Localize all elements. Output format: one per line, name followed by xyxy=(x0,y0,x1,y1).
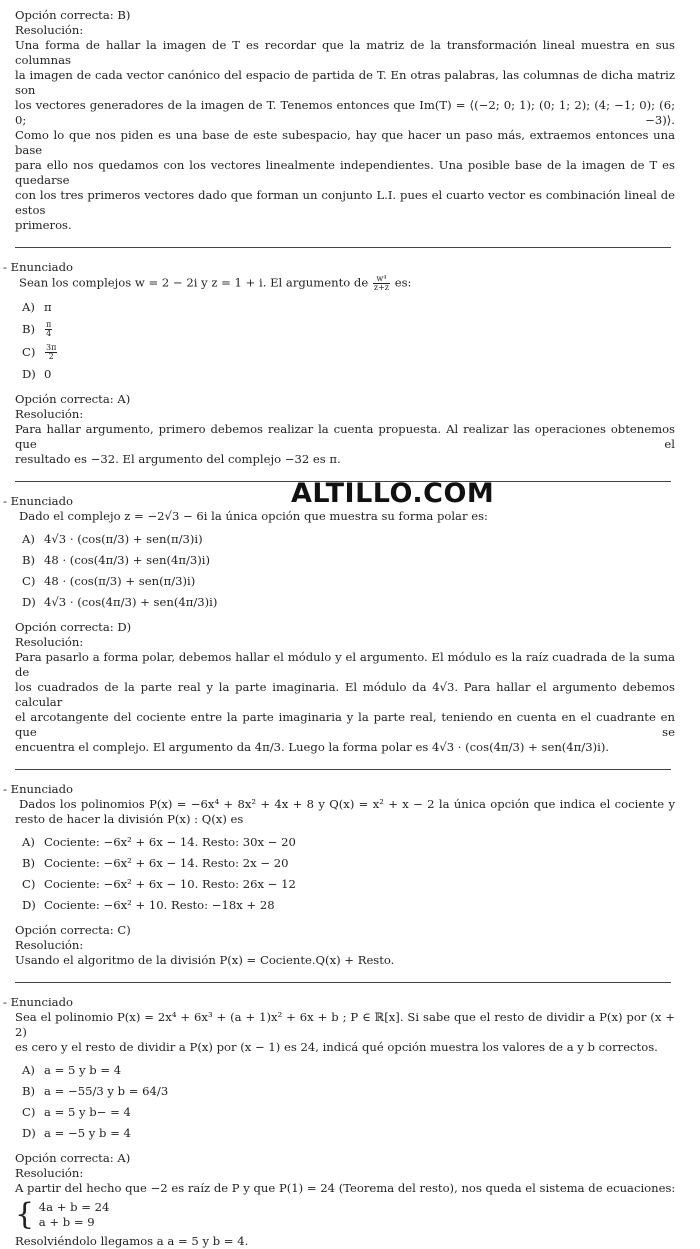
option-text: 48 · (cos(4π/3) + sen(4π/3)i) xyxy=(44,553,210,567)
text-line: con los tres primeros vectores dado que forman un conjunto L.I. pues el cuarto vector es combinación lineal de estos xyxy=(15,188,675,217)
text-line: los vectores generadores de la imagen de T. Tenemos entonces que Im(T) = ⟨(−2; 0; 1); (0; 1; 2); (4; −1; 0); (6; 0; −3)⟩. xyxy=(15,98,675,127)
text-line: Para hallar argumento, primero debemos realizar la cuenta propuesta. Al realizar las operaciones obtenemos que el xyxy=(15,422,675,451)
fraction-numerator: w⁴ xyxy=(373,275,390,284)
equation-system xyxy=(15,1197,675,1232)
option-label: D) xyxy=(22,1126,36,1140)
resolution-label: Resolución: xyxy=(15,407,84,421)
option-text: 0 xyxy=(44,367,52,381)
equation: a + b = 9 xyxy=(38,1215,95,1229)
option-label: B) xyxy=(22,1084,36,1098)
option-label: A) xyxy=(22,300,35,314)
question-statement: es cero y el resto de dividir a P(x) por (x − 1) es 24, indicá qué opción muestra los valores de a y b correctos. xyxy=(15,1040,658,1054)
fraction xyxy=(45,321,52,338)
option-c xyxy=(22,1105,675,1120)
fraction-denominator: 4 xyxy=(46,329,52,338)
option-label: A) xyxy=(22,835,35,849)
option-text: Cociente: −6x² + 6x − 14. Resto: 2x − 20 xyxy=(44,856,289,870)
fraction xyxy=(45,344,57,361)
correct-option: Opción correcta: A) xyxy=(15,392,131,406)
option-text: Cociente: −6x² + 6x − 10. Resto: 26x − 12 xyxy=(44,877,296,891)
separator xyxy=(15,481,671,482)
text-line: Una forma de hallar la imagen de T es recordar que la matriz de la transformación lineal muestra en sus columnas xyxy=(15,38,675,67)
options-list xyxy=(22,835,675,913)
separator xyxy=(15,769,671,770)
text-line: A partir del hecho que −2 es raíz de P y que P(1) = 24 (Teorema del resto), nos queda el sistema de ecuaciones: xyxy=(15,1181,676,1195)
option-label: C) xyxy=(22,574,36,588)
text-line: Para pasarlo a forma polar, debemos hallar el módulo y el argumento. El módulo es la raíz cuadrada de la suma de xyxy=(15,650,675,679)
correct-option: Opción correcta: C) xyxy=(15,923,131,937)
text-line: la imagen de cada vector canónico del espacio de partida de T. En otras palabras, las columnas de dicha matriz son xyxy=(15,68,675,97)
option-text: 4√3 · (cos(π/3) + sen(π/3)i) xyxy=(44,532,203,546)
option-label: D) xyxy=(22,595,36,609)
system-equations xyxy=(39,1200,110,1230)
option-text: a = −55/3 y b = 64/3 xyxy=(44,1084,169,1098)
option-text: 48 · (cos(π/3) + sen(π/3)i) xyxy=(44,574,196,588)
fraction xyxy=(373,275,390,292)
correct-option: Opción correcta: B) xyxy=(15,8,131,22)
brace-symbol: { xyxy=(15,1197,35,1232)
question-heading: - Enunciado xyxy=(3,260,73,274)
document-page xyxy=(3,8,676,1249)
options-list xyxy=(22,1063,675,1141)
option-text: a = 5 y b− = 4 xyxy=(44,1105,131,1119)
correct-option: Opción correcta: A) xyxy=(15,1151,131,1165)
correct-option: Opción correcta: D) xyxy=(15,620,132,634)
text-line: para ello nos quedamos con los vectores linealmente independientes. Una posible base de la imagen de T es quedarse xyxy=(15,158,675,187)
resolution-label: Resolución: xyxy=(15,23,84,37)
option-label: B) xyxy=(22,856,36,870)
option-text: 4√3 · (cos(4π/3) + sen(4π/3)i) xyxy=(44,595,218,609)
option-text: a = 5 y b = 4 xyxy=(44,1063,122,1077)
option-label: C) xyxy=(22,344,36,359)
option-text: π xyxy=(44,300,52,314)
resolution-label: Resolución: xyxy=(15,1166,84,1180)
question-statement: resto de hacer la división P(x) : Q(x) es xyxy=(15,812,244,826)
text-line: Resolviéndolo llegamos a a = 5 y b = 4. xyxy=(15,1234,249,1248)
option-label: A) xyxy=(22,1063,35,1077)
option-c xyxy=(22,877,675,892)
option-d xyxy=(22,595,675,610)
options-list xyxy=(22,300,675,382)
option-text: a = −5 y b = 4 xyxy=(44,1126,131,1140)
question-heading: - Enunciado xyxy=(3,995,73,1009)
equation: 4a + b = 24 xyxy=(38,1200,110,1214)
text-line: primeros. xyxy=(15,218,72,232)
text-line: los cuadrados de la parte real y la parte imaginaria. El módulo da 4√3. Para hallar el argumento debemos calcular xyxy=(15,680,675,709)
resolution-text xyxy=(15,38,675,233)
separator xyxy=(15,982,671,983)
option-b xyxy=(22,856,675,871)
option-c xyxy=(22,574,675,589)
fraction-numerator: 3π xyxy=(46,343,57,352)
question-statement: Dados los polinomios P(x) = −6x⁴ + 8x² + 4x + 8 y Q(x) = x² + x − 2 la única opción que indica el cociente y xyxy=(19,797,675,811)
watermark: ALTILLO.COM xyxy=(291,478,495,509)
option-label: C) xyxy=(22,1105,36,1119)
text-line: encuentra el complejo. El argumento da 4π/3. Luego la forma polar es 4√3 · (cos(4π/3) + sen(4π/3)i). xyxy=(15,740,610,754)
option-label: D) xyxy=(22,898,36,912)
option-b xyxy=(22,321,675,338)
option-label: B) xyxy=(22,321,36,336)
question-heading: - Enunciado xyxy=(3,494,73,508)
question-statement: Dado el complejo z = −2√3 − 6i la única opción que muestra su forma polar es: xyxy=(19,509,488,523)
fraction-denominator: 2 xyxy=(48,352,54,361)
option-label: B) xyxy=(22,553,36,567)
option-a xyxy=(22,835,675,850)
statement-text: es: xyxy=(394,275,412,290)
option-a xyxy=(22,1063,675,1078)
option-label: A) xyxy=(22,532,35,546)
option-d xyxy=(22,367,675,382)
text-line: resultado es −32. El argumento del complejo −32 es π. xyxy=(15,452,341,466)
statement-text: Sean los complejos w = 2 − 2i y z = 1 + i. El argumento de xyxy=(19,275,369,290)
option-label: C) xyxy=(22,877,36,891)
option-d xyxy=(22,898,675,913)
option-text: Cociente: −6x² + 10. Resto: −18x + 28 xyxy=(44,898,275,912)
question-statement: Sea el polinomio P(x) = 2x⁴ + 6x³ + (a + 1)x² + 6x + b ; P ∈ ℝ[x]. Si sabe que el resto de dividir a P(x) por (x + 2) xyxy=(15,1010,675,1039)
question-heading: - Enunciado xyxy=(3,782,73,796)
resolution-label: Resolución: xyxy=(15,938,84,952)
option-label: D) xyxy=(22,367,36,381)
text-line: Como lo que nos piden es una base de este subespacio, hay que hacer un paso más, extraemos entonces una base xyxy=(15,128,675,157)
option-a xyxy=(22,532,675,547)
option-b xyxy=(22,1084,675,1099)
option-a xyxy=(22,300,675,315)
question-statement xyxy=(19,275,675,292)
resolution-label: Resolución: xyxy=(15,635,84,649)
fraction-denominator: z+z̄ xyxy=(373,283,390,292)
option-b xyxy=(22,553,675,568)
option-c xyxy=(22,344,675,361)
fraction-numerator: π xyxy=(46,320,52,329)
text-line: Usando el algoritmo de la división P(x) = Cociente.Q(x) + Resto. xyxy=(15,953,395,967)
separator xyxy=(15,247,671,248)
option-d xyxy=(22,1126,675,1141)
option-text: Cociente: −6x² + 6x − 14. Resto: 30x − 20 xyxy=(44,835,296,849)
options-list xyxy=(22,532,675,610)
text-line: el arcotangente del cociente entre la parte imaginaria y la parte real, teniendo en cuenta en el cuadrante en que se xyxy=(15,710,675,739)
